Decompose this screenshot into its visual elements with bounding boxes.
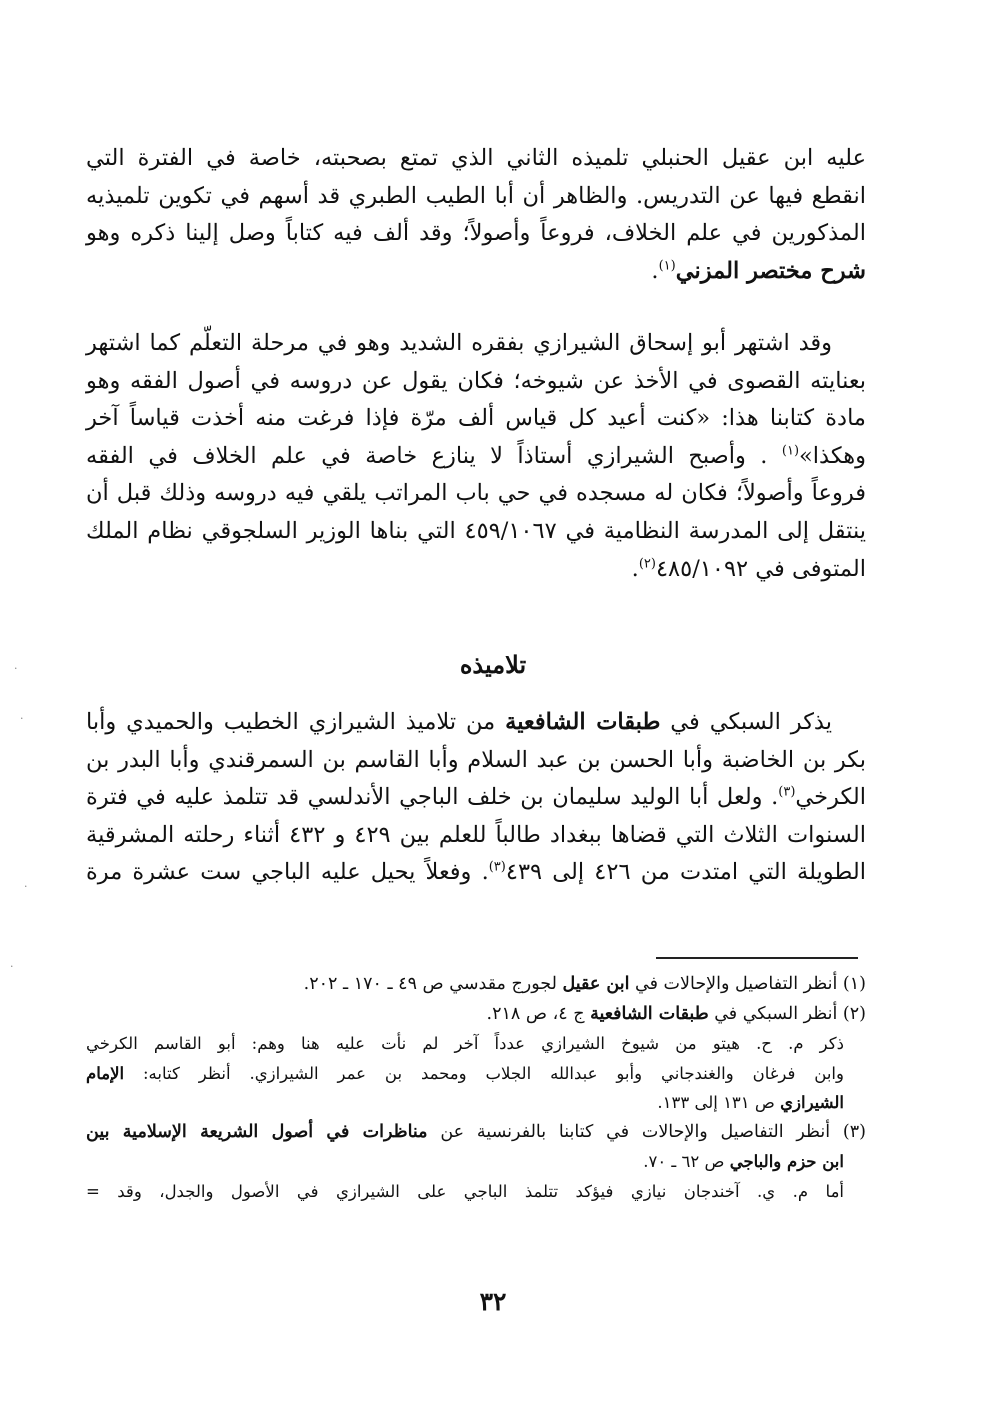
text-fragment: من تلاميذ الشيرازي الخطيب والحميدي وأبا <box>86 709 506 735</box>
text-fragment: لجورج مقدسي ص ٤٩ ـ ١٧٠ ـ ٢٠٢. <box>303 974 563 994</box>
section-heading: تلاميذه <box>459 650 527 679</box>
book-title: ابن عقيل <box>562 974 630 994</box>
paragraph-3 <box>86 704 866 892</box>
text-line: مادة كتابنا هذا: «كنت أعيد كل قياس ألف مرّة فإذا فرغت منه أخذت قياساً آخر <box>86 405 866 432</box>
footnote-2-note: ذكر م. ح. هيتو من شيوخ الشيرازي عدداً آخر لم نأت عليه هنا وهم: أبو القاسم الكرخي <box>86 1034 844 1053</box>
text-fragment: (١) أنظر التفاصيل والإحالات في <box>629 974 866 994</box>
text-fragment: الطويلة التي امتدت من ٤٢٦ إلى ٤٣٩ <box>505 859 866 886</box>
text-fragment: الكرخي <box>795 784 866 811</box>
text-line <box>86 854 866 892</box>
text-fragment: . ولعل أبا الوليد سليمان بن خلف الباجي الأندلسي قد تتلمذ عليه في فترة <box>86 784 779 811</box>
paragraph-2 <box>86 325 866 588</box>
text-fragment: . <box>631 555 639 582</box>
text-fragment: وابن فرغان والغندجاني وأبو عبدالله الجلاب ومحمد بن عمر الشيرازي. أنظر كتابه: <box>124 1063 844 1083</box>
text-fragment: ص ١٣١ إلى ١٣٣. <box>657 1093 781 1112</box>
footnote-3 <box>86 1118 866 1148</box>
footnote-3-note: أما م. ي. آخندجان نيازي فيؤكد تتلمذ الباجي على الشيرازي في الأصول والجدل، وقد = <box>86 1181 844 1201</box>
footnote-3 <box>86 1147 866 1177</box>
text-line: ينتقل إلى المدرسة النظامية في ٤٥٩/١٠٦٧ التي بناها الوزير السلجوقي نظام الملك <box>86 517 866 544</box>
text-line <box>86 438 866 476</box>
text-line <box>86 779 866 817</box>
footnotes <box>86 970 866 1206</box>
footnote-marker: (٣) <box>778 784 796 800</box>
text-line: عليه ابن عقيل الحنبلي تلميذه الثاني الذي تمتع بصحبته، خاصة في الفترة التي <box>86 145 866 171</box>
text-fragment: (٢) أنظر السبكي في <box>708 1003 866 1024</box>
scan-speck: · <box>14 662 18 675</box>
footnote-separator <box>656 957 858 959</box>
text-fragment: . وفعلاً يحيل عليه الباجي ست عشرة مرة <box>86 859 489 886</box>
text-fragment: . <box>651 257 659 284</box>
text-fragment: يذكر السبكي في <box>660 709 833 735</box>
text-line: فروعاً وأصولاً؛ فكان له مسجده في حي باب المراتب يلقي فيه دروسه وذلك قبل أن <box>86 480 866 507</box>
book-title: ابن حزم والباجي <box>729 1152 844 1171</box>
text-line: المذكورين في علم الخلاف، فروعاً وأصولاً؛ وقد ألف فيه كتاباً وصل إلينا ذكره وهو <box>86 220 866 247</box>
book-title: شرح مختصر المزني <box>675 257 866 284</box>
text-fragment: ج ٤، ص ٢١٨. <box>486 1003 591 1024</box>
footnote-marker: (٣) <box>488 859 506 875</box>
text-fragment: ص ٦٢ ـ ٧٠. <box>643 1152 730 1171</box>
text-line: السنوات الثلاث التي قضاها ببغداد طالباً للعلم بين ٤٢٩ و ٤٣٢ أثناء رحلته المشرقية <box>86 821 866 848</box>
text-line: انقطع فيها عن التدريس. والظاهر أن أبا الطيب الطبري قد أسهم في تكوين تلميذيه <box>86 182 866 209</box>
footnote-2-note <box>86 1088 866 1118</box>
book-title: طبقات الشافعية <box>505 709 661 735</box>
text-fragment: . وأصبح الشيرازي أستاذاً لا ينازع خاصة في علم الخلاف في الفقه <box>86 442 782 469</box>
paragraph-1 <box>86 140 866 290</box>
text-fragment: وهكذا» <box>799 442 866 469</box>
scan-speck: · <box>10 960 14 973</box>
footnote-marker: (١) <box>658 258 676 274</box>
footnote-2-note <box>86 1059 866 1089</box>
text-line <box>86 253 866 291</box>
scan-speck: · <box>20 712 24 725</box>
footnote-2 <box>86 1000 866 1030</box>
text-line: بعنايته القصوى في الأخذ عن شيوخه؛ فكان يقول عن دروسه في أصول الفقه وهو <box>86 367 866 394</box>
footnote-1 <box>86 970 866 1000</box>
footnote-marker: (٢) <box>638 556 656 572</box>
book-title: الإمام <box>86 1063 125 1083</box>
book-title: مناظرات في أصول الشريعة الإسلامية بين <box>86 1121 428 1142</box>
text-fragment: (٣) أنظر التفاصيل والإحالات في كتابنا بالفرنسية عن <box>427 1121 866 1142</box>
text-line <box>86 551 866 589</box>
text-line: وقد اشتهر أبو إسحاق الشيرازي بفقره الشديد وهو في مرحلة التعلّم كما اشتهر <box>86 330 832 356</box>
footnote-marker: (١) <box>781 443 800 459</box>
text-line <box>86 704 866 742</box>
text-line: بكر بن الخاضبة وأبا الحسن بن عبد السلام وأبا القاسم بن السمرقندي وأبا البدر بن <box>86 746 866 773</box>
book-title: الشيرازي <box>780 1093 844 1112</box>
book-title: طبقات الشافعية <box>590 1003 709 1024</box>
scan-speck: · <box>24 880 28 893</box>
page-number: ٣٢ <box>479 1287 507 1316</box>
text-fragment: المتوفى في ٤٨٥/١٠٩٢ <box>655 555 866 582</box>
